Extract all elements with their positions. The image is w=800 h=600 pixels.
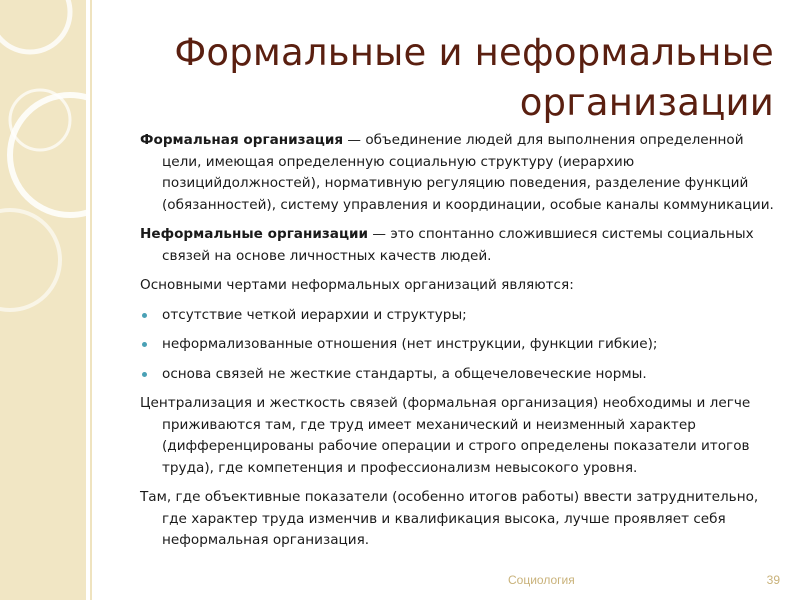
footer-subject: Социология xyxy=(508,573,575,587)
decorative-divider xyxy=(90,0,92,600)
feature-text: основа связей не жесткие стандарты, а общечеловеческие нормы. xyxy=(162,365,647,382)
features-intro: Основными чертами неформальных организаций являются: xyxy=(140,277,574,293)
feature-text: отсутствие четкой иерархии и структуры; xyxy=(162,306,467,323)
feature-item xyxy=(140,305,780,327)
slide-content xyxy=(140,130,780,560)
feature-text: неформализованные отношения (нет инструкции, функции гибкие); xyxy=(162,336,658,352)
bullet-icon xyxy=(142,313,147,318)
decorative-circles xyxy=(0,0,86,600)
feature-item xyxy=(140,364,780,386)
informal-advantage-paragraph: Там, где объективные показатели (особенно итогов работы) ввести затруднительно, где характер труда изменчив и квалификация высока, лучше проявляет себя неформальная организация. xyxy=(140,489,759,548)
page-number: 39 xyxy=(766,573,780,587)
informal-definition xyxy=(140,224,780,267)
bullet-icon xyxy=(142,372,147,377)
slide-title-line-1: Формальные и неформальные xyxy=(174,31,774,74)
feature-item xyxy=(140,334,780,356)
decorative-side-band xyxy=(0,0,86,600)
informal-definition-text: — это спонтанно сложившиеся системы социальных связей на основе личностных качеств людей. xyxy=(162,226,754,264)
slide-title xyxy=(154,28,774,128)
informal-term: Неформальные организации xyxy=(140,226,369,242)
formal-definition xyxy=(140,130,780,216)
slide-title-line-2: организации xyxy=(519,81,774,124)
bullet-icon xyxy=(142,342,147,347)
formal-definition-text: — объединение людей для выполнения определенной цели, имеющая определенную социальную структуру (иерархию позицийдолжностей), нормативную регуляцию поведения, разделение функций (обязанностей), систему управления и координации, особые каналы коммуникации. xyxy=(162,132,774,213)
centralization-paragraph: Централизация и жесткость связей (формальная организация) необходимы и легче приживаются там, где труд имеет механический и неизменный характер (дифференцированы рабочие операции и строго определены показатели итогов труда), где компетенция и профессионализм невысокого уровня. xyxy=(140,395,751,476)
formal-term: Формальная организация xyxy=(140,132,344,148)
